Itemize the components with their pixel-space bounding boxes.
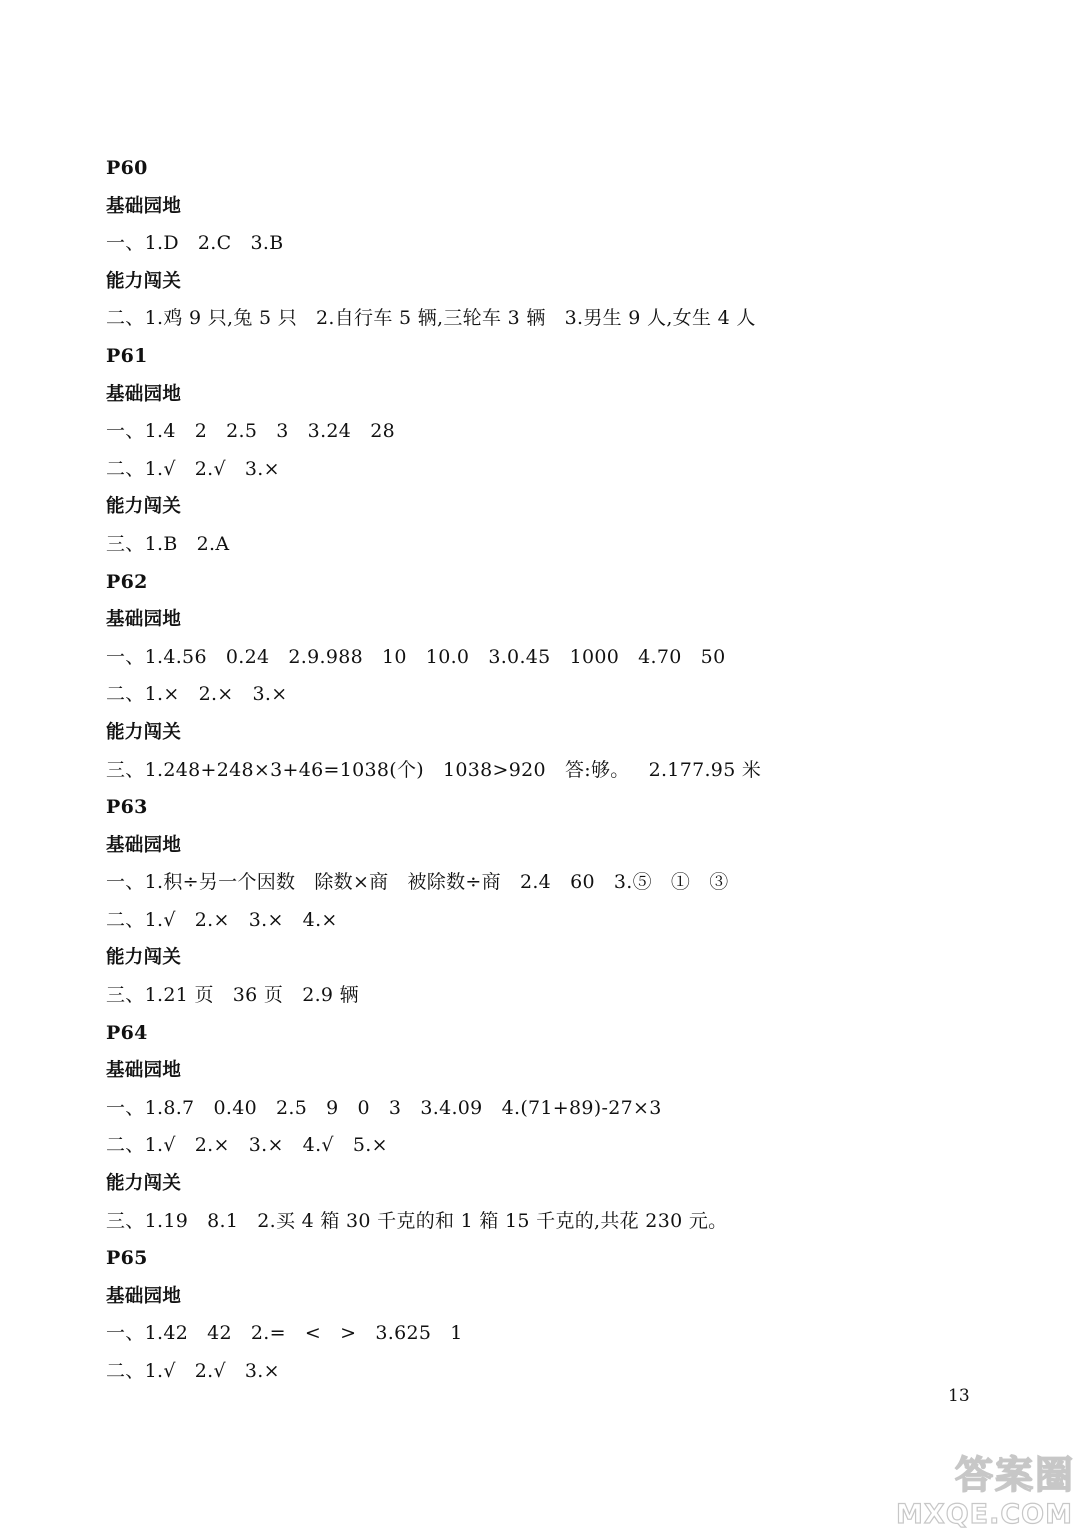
page-heading-p60: P60: [106, 157, 148, 179]
answer-line: 二、1.√ 2.× 3.× 4.√ 5.×: [106, 1134, 388, 1157]
answer-line: 二、1.√ 2.√ 3.×: [106, 1360, 280, 1382]
answer-line: 一、1.积÷另一个因数 除数×商 被除数÷商 2.4 60 3.⑤ ① ③: [106, 871, 729, 894]
page-heading-p61: P61: [106, 344, 148, 367]
watermark-logo: [896, 1444, 1075, 1530]
answer-line: 一、1.42 42 2.= < > 3.625 1: [106, 1322, 463, 1345]
section-heading: 基础园地: [106, 1285, 182, 1307]
answer-line: 二、1.× 2.× 3.×: [106, 683, 288, 706]
answer-line: 一、1.8.7 0.40 2.5 9 0 3 3.4.09 4.(71+89)-27×3: [106, 1096, 662, 1119]
section-heading: 基础园地: [106, 383, 182, 405]
answer-line: 三、1.248+248×3+46=1038(个) 1038>920 答:够。 2.177.95 米: [106, 758, 762, 781]
section-heading: 基础园地: [106, 609, 182, 631]
answer-line: 三、1.B 2.A: [106, 532, 230, 555]
section-heading: 基础园地: [106, 834, 182, 856]
section-heading: 能力闯关: [106, 496, 182, 518]
answer-line: 三、1.21 页 36 页 2.9 辆: [106, 984, 359, 1007]
answer-line: 三、1.19 8.1 2.买 4 箱 30 千克的和 1 箱 15 千克的,共花 230 元。: [106, 1209, 728, 1232]
answer-line: 二、1.鸡 9 只,兔 5 只 2.自行车 5 辆,三轮车 3 辆 3.男生 9 人,女生 4 人: [106, 307, 756, 330]
section-heading: 基础园地: [106, 195, 182, 217]
section-heading: 基础园地: [106, 1060, 182, 1082]
page-number: 13: [948, 1386, 970, 1406]
answer-content: [106, 150, 1006, 1391]
page-heading-p64: P64: [106, 1021, 148, 1044]
answer-line: 一、1.4 2 2.5 3 3.24 28: [106, 420, 395, 443]
section-heading: 能力闯关: [106, 947, 182, 969]
page-heading-p62: P62: [106, 570, 148, 593]
answer-line: 二、1.√ 2.× 3.× 4.×: [106, 908, 338, 931]
watermark-bottom-text: MXQE.COM: [896, 1499, 1073, 1530]
section-heading: 能力闯关: [106, 270, 182, 292]
section-heading: 能力闯关: [106, 1173, 182, 1195]
answer-line: 一、1.D 2.C 3.B: [106, 232, 284, 255]
answer-line: 二、1.√ 2.√ 3.×: [106, 457, 280, 480]
watermark-top-text: 答案圈: [954, 1453, 1075, 1497]
answer-line: 一、1.4.56 0.24 2.9.988 10 10.0 3.0.45 1000 4.70 50: [106, 645, 726, 668]
page-heading-p65: P65: [106, 1247, 148, 1270]
section-heading: 能力闯关: [106, 721, 182, 743]
page-heading-p63: P63: [106, 796, 148, 819]
